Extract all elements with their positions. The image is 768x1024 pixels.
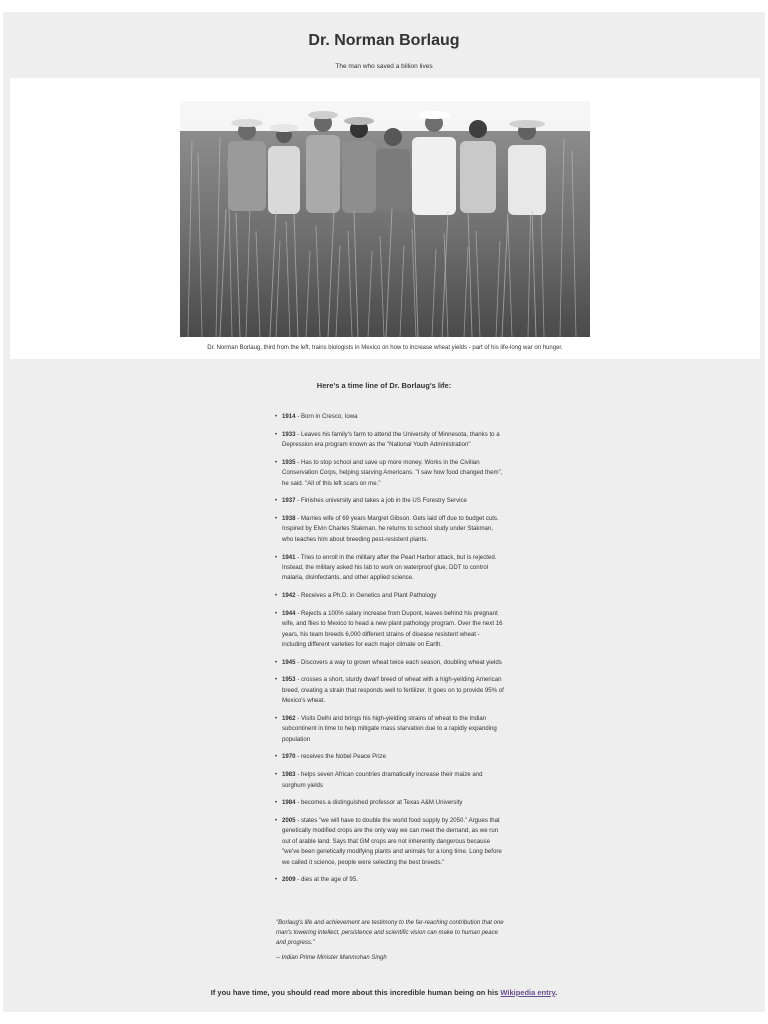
bullet-icon: • (275, 459, 278, 466)
bullet-icon: • (275, 800, 278, 807)
bullet-icon: • (275, 593, 278, 600)
bullet-icon: • (275, 554, 278, 561)
bullet-icon: • (275, 431, 278, 438)
quote-attribution: -- Indian Prime Minister Manmohan Singh (276, 955, 387, 961)
bullet-icon: • (275, 414, 278, 420)
tribute-page (3, 12, 765, 1012)
tribute-quote: "Borlaug's life and achievement are testimony to the far-reaching contribution that one man's towering intellect, persistence and scientific vision can make to human peace and progress." (276, 920, 504, 946)
image-caption: Dr. Norman Borlaug, third from the left, trains biologists in Mexico on how to increase wheat yields - part of his life-long war on hunger. (207, 345, 563, 351)
timeline-item: • 1938 - Marries wife of 69 years Margret Gibson. Gets laid off due to budget cuts. Inspired by Elvin Charles Stakman, he returns to school study under Stakman, who teaches him about breeding pest-resistent plants. (275, 515, 499, 543)
timeline-item: • 1935 - Has to stop school and save up more money. Works in the Civilian Conservation Corps, helping starving Americans. "I saw how food changed them", he said. "All of this left scars on me." (275, 458, 503, 487)
bullet-icon: • (275, 610, 278, 617)
timeline-item: • 1941 - Tries to enroll in the military after the Pearl Harbor attack, but is rejected. Instead, the military asked his lab to work on waterproof glue, DDT to control malaria, disinfectants, and other applied science. (275, 553, 497, 582)
timeline-item: • 1970 - receives the Nobel Peace Prize (273, 752, 505, 762)
timeline-item: • 1983 - helps seven African countries dramatically increase their maize and sorghum yields (275, 771, 483, 789)
timeline-item: • 1944 - Rejects a 100% salary increase from Dupont, leaves behind his pregnant wife, and flies to Mexico to head a new plant pathology program. Over the next 16 years, his team breeds 6,000 different strains of disease resistent wheat - including different varieties for each major climate on Earth. (275, 609, 503, 648)
timeline-item: • 1942 - Receives a Ph.D. in Genetics and Plant Pathology (273, 591, 505, 601)
timeline-item: • 2005 - states "we will have to double the world food supply by 2050." Argues that genetically modified crops are the only way we can meet the demand, as we run out of arable land. Says that GM crops are not inherently dangerous because "we've been genetically modifying plants and animals for a long time. Long before we called it science, people were selecting the best breeds." (275, 816, 502, 866)
image-figure (10, 78, 760, 359)
bullet-icon: • (275, 772, 278, 779)
page-tagline: The man who saved a billion lives (335, 63, 433, 70)
timeline-item: • 1933 - Leaves his family's farm to attend the University of Minnesota, thanks to a Depression era program known as the "National Youth Administration" (275, 430, 500, 449)
page-title: Dr. Norman Borlaug (308, 32, 460, 49)
bullet-icon: • (275, 659, 278, 666)
timeline-list (273, 412, 505, 893)
bullet-icon: • (275, 498, 278, 505)
timeline-heading: Here's a time line of Dr. Borlaug's life: (316, 381, 452, 390)
bullet-icon: • (275, 817, 278, 824)
timeline-item: • 1953 - crosses a short, sturdy dwarf breed of wheat with a high-yeilding American breed, creating a strain that responds well to fertilizer. It goes on to provide 95% of Mexico's wheat. (275, 676, 504, 705)
timeline-item: • 1962 - Visits Delhi and brings his high-yielding strains of wheat to the Indian subcontinent in time to help mitigate mass starvation due to a rapidly expanding population (275, 714, 497, 743)
timeline-item: • 1984 - becomes a distinguished professor at Texas A&M University (273, 798, 505, 808)
timeline-item: • 1945 - Discovers a way to grown wheat twice each season, doubling wheat yields (273, 658, 505, 668)
timeline-item: • 2009 - dies at the age of 95. (273, 875, 505, 885)
bullet-icon: • (275, 677, 278, 684)
bullet-icon: • (275, 715, 278, 722)
borlaug-wheat-field-photo (180, 101, 590, 337)
bullet-icon: • (275, 516, 278, 523)
wikipedia-link[interactable]: Wikipedia entry (500, 988, 556, 997)
footer-text: If you have time, you should read more about this incredible human being on his Wikipedia entry. (210, 988, 558, 997)
bullet-icon: • (275, 877, 278, 884)
bullet-icon: • (275, 754, 278, 761)
timeline-item: • 1914 - Born in Cresco, Iowa (273, 412, 505, 422)
timeline-item: • 1937 - Finishes university and takes a job in the US Forestry Service (273, 496, 505, 506)
